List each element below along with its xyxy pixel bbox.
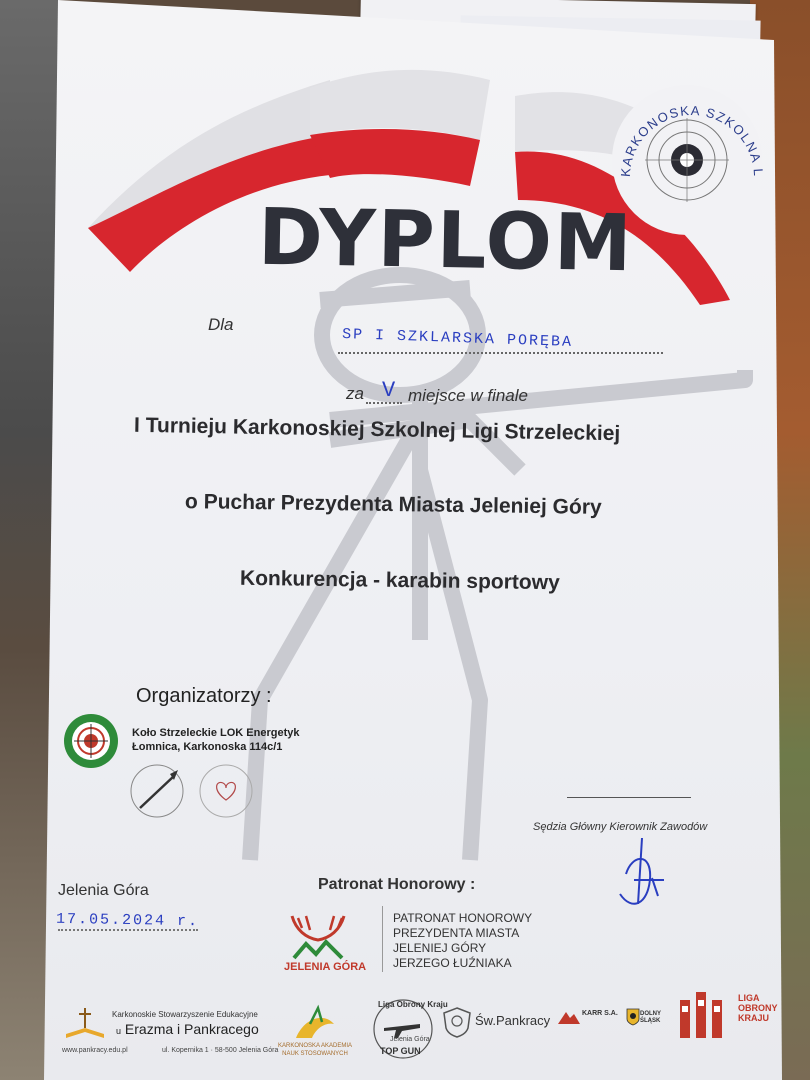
diploma-title: DYPLOM bbox=[257, 192, 635, 290]
recipient-handwritten: SP I SZKLARSKA PORĘBA bbox=[341, 325, 574, 352]
tournament-line-2: o Puchar Prezydenta Miasta Jeleniej Góry bbox=[184, 490, 602, 519]
kans-logo bbox=[290, 1004, 340, 1042]
fundacja-seal-logo bbox=[196, 762, 256, 820]
dolny-slask-text bbox=[640, 1011, 661, 1025]
judge-signature-line bbox=[567, 797, 691, 798]
recipient-dotted-line bbox=[338, 352, 663, 354]
patronage-lines bbox=[393, 911, 532, 971]
patronage-divider bbox=[382, 906, 383, 972]
organizer-address bbox=[132, 726, 300, 754]
place-handwritten: V bbox=[382, 378, 398, 403]
sw-pankracy-text: Św.Pankracy bbox=[475, 1013, 551, 1028]
dolny-line-1: DOLNY bbox=[640, 1011, 661, 1017]
pankracy-seal-logo bbox=[128, 762, 186, 820]
footer-url: www.pankracy.edu.pl bbox=[62, 1047, 128, 1054]
patronage-line-2: PREZYDENTA MIASTA bbox=[393, 926, 520, 940]
karr-text: KARR S.A. bbox=[582, 1010, 618, 1017]
badge-text bbox=[612, 82, 772, 242]
patronage-line-3: JELENIEJ GÓRY bbox=[393, 941, 487, 955]
za-label: za bbox=[346, 384, 364, 403]
place-suffix: miejsce w finale bbox=[408, 386, 528, 405]
judge-label: Sędzia Główny Kierownik Zawodów bbox=[533, 821, 708, 833]
karr-logo bbox=[556, 1008, 582, 1026]
patronage-line-4: JERZEGO ŁUŹNIAKA bbox=[393, 956, 512, 970]
dolny-slask-crest bbox=[626, 1008, 640, 1026]
organizer-name: Koło Strzeleckie LOK Energetyk bbox=[132, 727, 300, 739]
liga-obrony-kraju-text bbox=[738, 993, 778, 1023]
city-label: Jelenia Góra bbox=[58, 882, 149, 899]
organizers-heading: Organizatorzy : bbox=[136, 685, 272, 707]
organizer-street: Łomnica, Karkonoska 114c/1 bbox=[132, 741, 283, 753]
svg-text:KARKONOSKA SZKOLNA LIGA STRZEL: KARKONOSKA SZKOLNA L bbox=[617, 102, 767, 178]
tournament-line-1: I Turnieju Karkonoskiej Szkolnej Ligi Strzeleckiej bbox=[133, 413, 621, 446]
judge-signature bbox=[612, 834, 672, 918]
date-handwritten: 17.05.2024 r. bbox=[55, 910, 200, 931]
topgun-bottom-text: TOP GUN bbox=[380, 1046, 421, 1056]
erazm-name: Erazma i Pankracego bbox=[124, 1021, 259, 1037]
patronage-heading: Patronat Honorowy : bbox=[318, 876, 476, 893]
kans-text: KARKONOSKA AKADEMIA NAUK STOSOWANYCH bbox=[277, 1043, 353, 1057]
erazm-book-logo bbox=[62, 1004, 108, 1040]
erazm-u: u bbox=[116, 1026, 122, 1036]
lok-seal-logo bbox=[62, 712, 120, 770]
dla-label: Dla bbox=[208, 315, 234, 334]
footer-address: ul. Kopernika 1 · 58-500 Jelenia Góra bbox=[162, 1047, 279, 1054]
patronage-line-1: PATRONAT HONOROWY bbox=[393, 911, 533, 925]
liga-line-1: LIGA bbox=[738, 993, 760, 1003]
dolny-line-2: ŚLĄSK bbox=[640, 1018, 661, 1024]
jelenia-gora-antlers-logo bbox=[284, 910, 352, 960]
liga-line-2: OBRONY bbox=[738, 1003, 778, 1013]
topgun-top-text: Liga Obrony Kraju bbox=[378, 1000, 448, 1009]
shield-logo bbox=[442, 1006, 472, 1038]
jelenia-gora-logo-text: JELENIA GÓRA bbox=[284, 961, 367, 973]
liga-line-3: KRAJU bbox=[738, 1013, 770, 1023]
competition-line: Konkurencja - karabin sportowy bbox=[239, 566, 560, 595]
erazm-line-1: Karkonoskie Stowarzyszenie Edukacyjne bbox=[112, 1010, 258, 1019]
erazm-line-2 bbox=[116, 1021, 259, 1037]
topgun-mid-text: Jelenia Góra bbox=[390, 1036, 430, 1043]
liga-obrony-kraju-logo bbox=[676, 990, 736, 1042]
